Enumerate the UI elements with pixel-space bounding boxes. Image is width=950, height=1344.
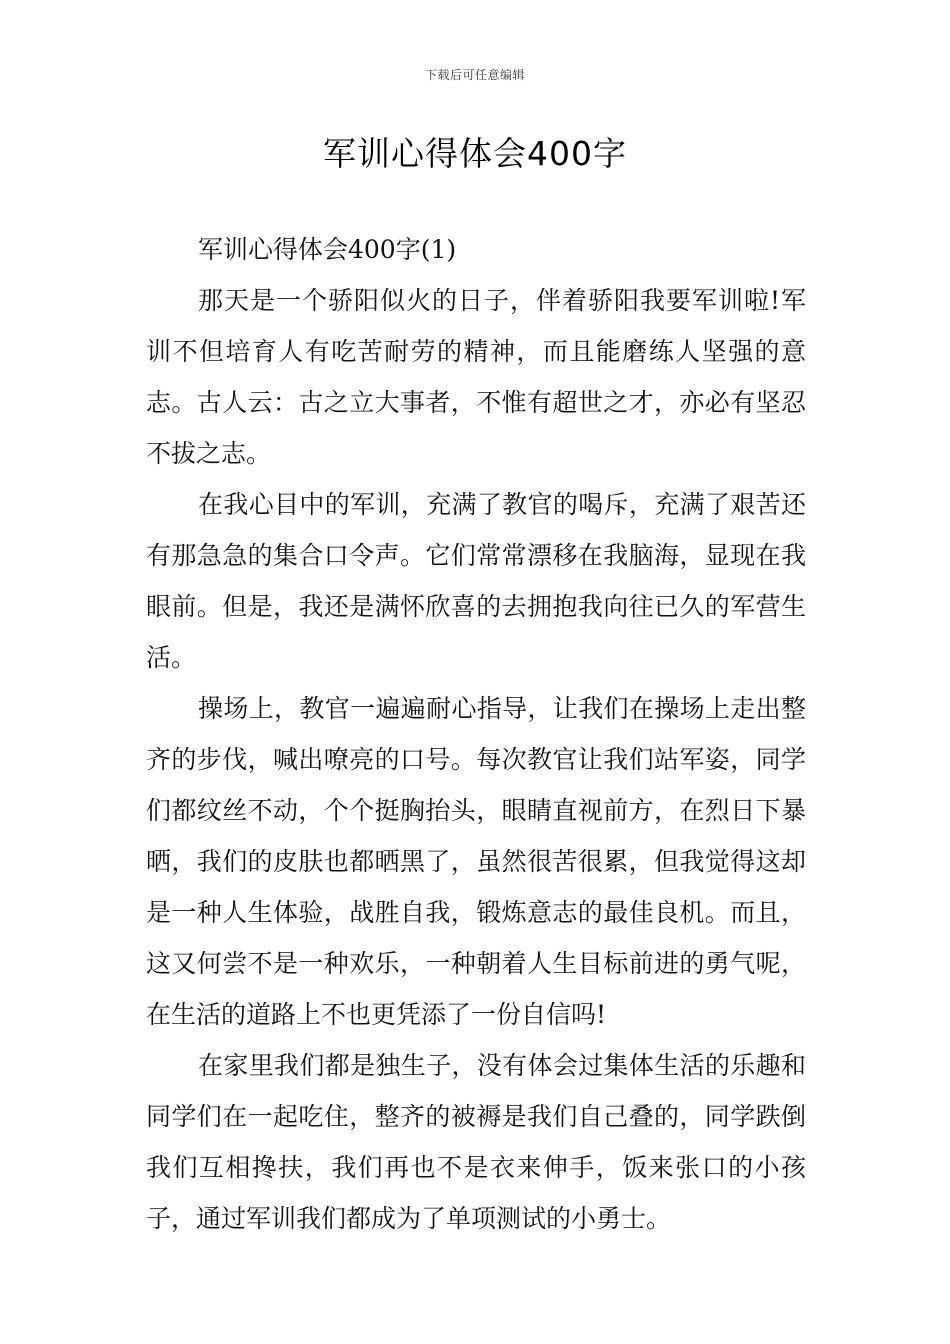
header-note: 下载后可任意编辑 [424, 68, 525, 82]
paragraph-2: 在我心目中的军训，充满了教官的喝斥，充满了艰苦还有那急急的集合口令声。它们常常漂移在我脑海，显现在我眼前。但是，我还是满怀欣喜的去拥抱我向往已久的军营生活。 [146, 490, 806, 672]
paragraph-1: 那天是一个骄阳似火的日子，伴着骄阳我要军训啦!军训不但培育人有吃苦耐劳的精神，而且能磨练人坚强的意志。古人云：古之立大事者，不惟有超世之才，亦必有坚忍不拔之志。 [146, 286, 806, 468]
document-body [146, 224, 806, 1244]
section-subtitle: 军训心得体会400字(1) [198, 235, 457, 264]
paragraph-3: 操场上，教官一遍遍耐心指导，让我们在操场上走出整齐的步伐，喊出嘹亮的口号。每次教官让我们站军姿，同学们都纹丝不动，个个挺胸抬头，眼睛直视前方，在烈日下暴晒，我们的皮肤也都晒黑了，虽然很苦很累，但我觉得这却是一种人生体验，战胜自我，锻炼意志的最佳良机。而且，这又何尝不是一种欢乐，一种朝着人生目标前进的勇气呢，在生活的道路上不也更凭添了一份自信吗! [146, 694, 806, 1029]
page-title: 军训心得体会400字 [323, 134, 627, 173]
paragraph-4: 在家里我们都是独生子，没有体会过集体生活的乐趣和同学们在一起吃住，整齐的被褥是我们自己叠的，同学跌倒我们互相搀扶，我们再也不是衣来伸手，饭来张口的小孩子，通过军训我们都成为了单项测试的小勇士。 [146, 1051, 806, 1233]
